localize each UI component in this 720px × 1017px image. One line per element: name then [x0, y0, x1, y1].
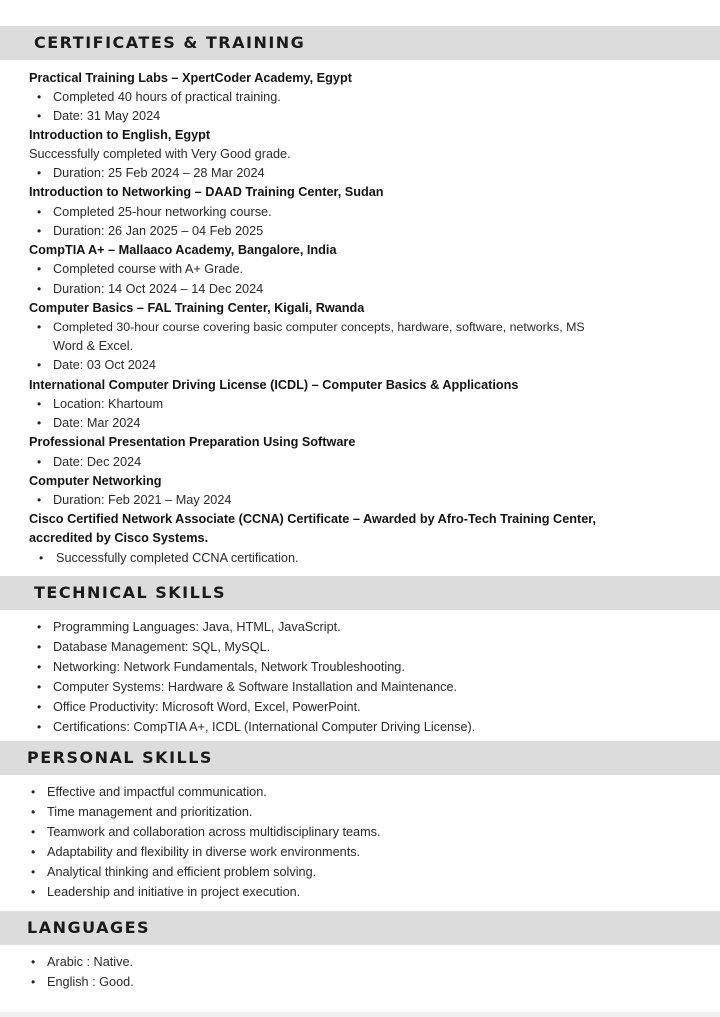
bullet-icon: •	[31, 975, 36, 989]
bullet-icon: •	[31, 825, 36, 839]
skill-item: Analytical thinking and efficient problem solving.	[47, 865, 317, 879]
cert-heading: Introduction to English, Egypt	[29, 128, 211, 142]
bullet-icon: •	[37, 660, 42, 674]
cert-heading-continuation: accredited by Cisco Systems.	[29, 531, 209, 545]
bullet-icon: •	[37, 282, 42, 296]
cert-heading: Professional Presentation Preparation Using Software	[29, 435, 356, 449]
cert-heading: Cisco Certified Network Associate (CCNA) Certificate – Awarded by Afro-Tech Training Center,	[29, 512, 597, 526]
cert-detail: Date: Dec 2024	[53, 455, 142, 469]
bullet-icon: •	[31, 805, 36, 819]
bullet-icon: •	[37, 90, 42, 104]
section-header-certificates	[0, 26, 720, 60]
cert-detail: Duration: 14 Oct 2024 – 14 Dec 2024	[53, 282, 264, 296]
cert-detail: Date: 31 May 2024	[53, 109, 161, 123]
bullet-icon: •	[37, 224, 42, 238]
cert-detail-continuation: Word & Excel.	[53, 339, 134, 353]
section-header-personal	[0, 741, 720, 775]
skill-item: Effective and impactful communication.	[47, 785, 267, 799]
bullet-icon: •	[39, 551, 44, 565]
bullet-icon: •	[31, 785, 36, 799]
bullet-icon: •	[37, 455, 42, 469]
skill-item: Time management and prioritization.	[47, 805, 253, 819]
cert-detail: Completed 30-hour course covering basic computer concepts, hardware, software, networks, MS	[53, 320, 585, 334]
skill-item: Networking: Network Fundamentals, Network Troubleshooting.	[53, 660, 405, 674]
cert-detail: Completed 25-hour networking course.	[53, 205, 272, 219]
section-header-technical	[0, 576, 720, 610]
bullet-icon: •	[37, 166, 42, 180]
cert-detail: Location: Khartoum	[53, 397, 164, 411]
language-item: Arabic : Native.	[47, 955, 134, 969]
cert-heading: International Computer Driving License (ICDL) – Computer Basics & Applications	[29, 378, 519, 392]
section-title: CERTIFICATES & TRAINING	[34, 33, 306, 52]
bullet-icon: •	[31, 865, 36, 879]
bullet-icon: •	[37, 720, 42, 734]
section-title: TECHNICAL SKILLS	[34, 583, 226, 602]
section-title: LANGUAGES	[27, 918, 151, 937]
bullet-icon: •	[37, 620, 42, 634]
skill-item: Computer Systems: Hardware & Software Installation and Maintenance.	[53, 680, 458, 694]
cert-detail: Duration: 26 Jan 2025 – 04 Feb 2025	[53, 224, 264, 238]
bullet-icon: •	[37, 700, 42, 714]
bullet-icon: •	[31, 885, 36, 899]
cert-detail: Completed 40 hours of practical training.	[53, 90, 281, 104]
cert-heading: CompTIA A+ – Mallaaco Academy, Bangalore, India	[29, 243, 337, 257]
language-item: English : Good.	[47, 975, 134, 989]
bullet-icon: •	[37, 109, 42, 123]
bullet-icon: •	[37, 397, 42, 411]
cert-heading: Computer Basics – FAL Training Center, Kigali, Rwanda	[29, 301, 365, 315]
bullet-icon: •	[37, 262, 42, 276]
cert-detail: Duration: Feb 2021 – May 2024	[53, 493, 232, 507]
skill-item: Teamwork and collaboration across multidisciplinary teams.	[47, 825, 381, 839]
cert-heading: Practical Training Labs – XpertCoder Academy, Egypt	[29, 71, 352, 85]
skill-item: Leadership and initiative in project execution.	[47, 885, 301, 899]
cert-heading: Introduction to Networking – DAAD Training Center, Sudan	[29, 185, 384, 199]
cert-detail: Date: Mar 2024	[53, 416, 141, 430]
bullet-icon: •	[31, 845, 36, 859]
section-title: PERSONAL SKILLS	[27, 748, 213, 767]
cert-heading: Computer Networking	[29, 474, 162, 488]
page-bottom-divider	[0, 1012, 720, 1017]
bullet-icon: •	[37, 680, 42, 694]
bullet-icon: •	[37, 640, 42, 654]
cert-detail: Completed course with A+ Grade.	[53, 262, 244, 276]
skill-item: Office Productivity: Microsoft Word, Excel, PowerPoint.	[53, 700, 361, 714]
skill-item: Adaptability and flexibility in diverse work environments.	[47, 845, 361, 859]
skill-item: Certifications: CompTIA A+, ICDL (International Computer Driving License).	[53, 720, 476, 734]
cert-detail: Date: 03 Oct 2024	[53, 358, 156, 372]
cert-detail: Successfully completed CCNA certification.	[56, 551, 299, 565]
bullet-icon: •	[37, 358, 42, 372]
bullet-icon: •	[37, 205, 42, 219]
skill-item: Database Management: SQL, MySQL.	[53, 640, 271, 654]
bullet-icon: •	[37, 493, 42, 507]
bullet-icon: •	[37, 320, 42, 334]
cert-detail: Duration: 25 Feb 2024 – 28 Mar 2024	[53, 166, 265, 180]
bullet-icon: •	[31, 955, 36, 969]
cert-note: Successfully completed with Very Good grade.	[29, 147, 291, 161]
bullet-icon: •	[37, 416, 42, 430]
skill-item: Programming Languages: Java, HTML, JavaScript.	[53, 620, 341, 634]
section-header-languages	[0, 911, 720, 945]
